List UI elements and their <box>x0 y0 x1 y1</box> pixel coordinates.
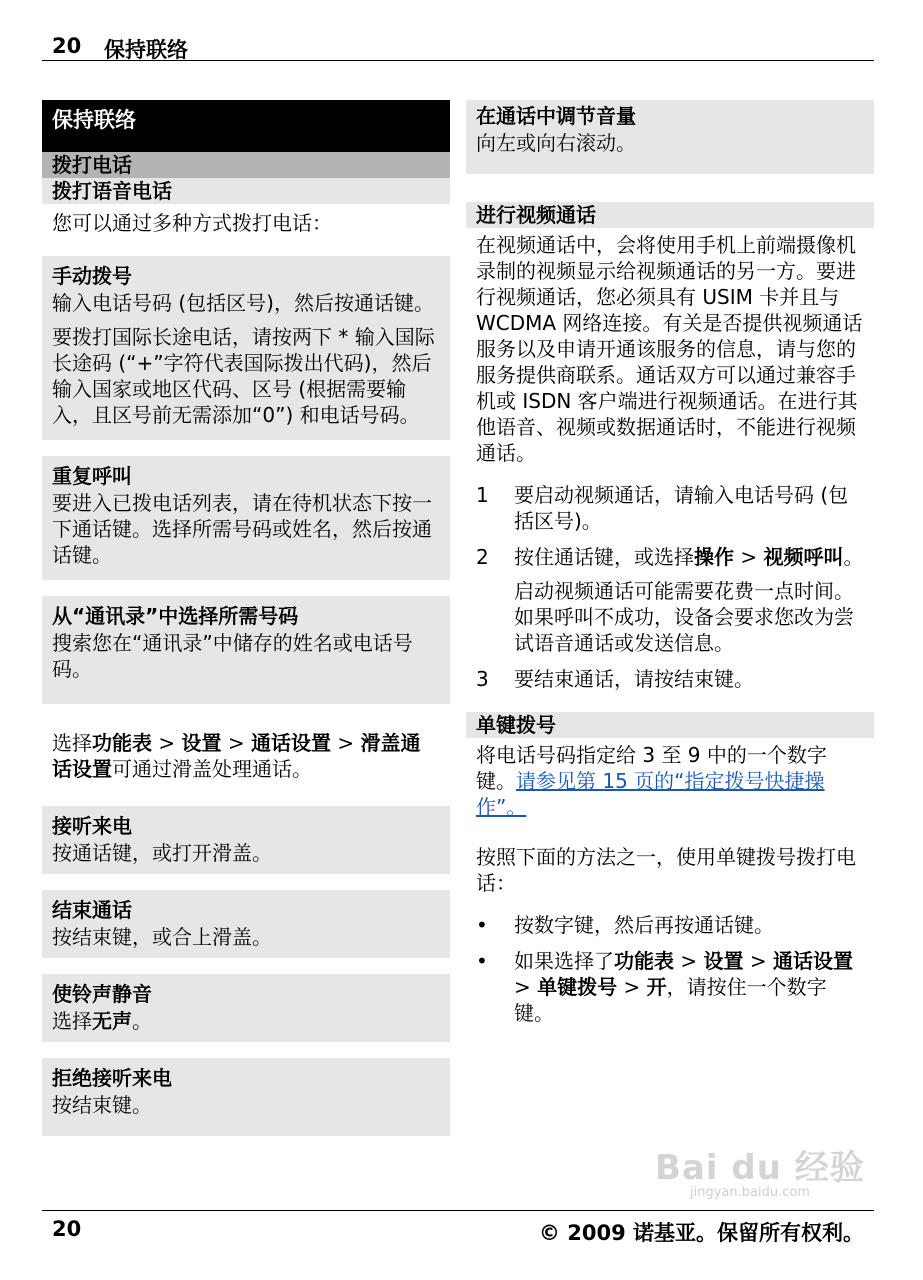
section-title: 保持联络 <box>42 100 450 152</box>
mute-heading: 使铃声静音 <box>52 982 152 1006</box>
bullet-mark: • <box>476 949 488 973</box>
manual-dial-text-1: 输入电话号码 (包括区号)，然后按通话键。 <box>52 291 434 315</box>
slide-call-keyword: 滑盖通话设置 <box>52 731 421 781</box>
bullet-1 <box>476 912 864 938</box>
redial-heading: 重复呼叫 <box>52 464 132 488</box>
speed-dial-text: 将电话号码指定给 3 至 9 中的一个数字键。请参见第 15 页的“指定拨号快捷操作”。 <box>476 743 827 819</box>
reject-box <box>42 1058 450 1136</box>
step-2-number: 2 <box>476 545 489 569</box>
assign-shortcut-link[interactable]: 请参见第 15 页的“指定拨号快捷操作”。 <box>476 769 825 819</box>
reject-heading: 拒绝接听来电 <box>52 1066 172 1090</box>
video-call-keyword: 视频呼叫 <box>763 545 844 569</box>
mute-box <box>42 974 450 1042</box>
video-call-heading: 进行视频通话 <box>466 202 874 228</box>
speed-dial-heading: 单键拨号 <box>466 712 874 738</box>
footer-copyright: © 2009 诺基亚。保留所有权利。 <box>538 1221 864 1245</box>
silent-keyword: 无声 <box>92 1009 132 1033</box>
end-call-heading: 结束通话 <box>52 898 132 922</box>
volume-box <box>466 100 874 174</box>
manual-dial-box <box>42 256 450 440</box>
manual-dial-heading: 手动拨号 <box>52 264 132 288</box>
page-footer <box>42 1210 874 1245</box>
watermark-url: jingyan.baidu.com <box>690 1185 810 1200</box>
step-1-number: 1 <box>476 483 489 507</box>
video-call-text: 在视频通话中，会将使用手机上前端摄像机录制的视频显示给视频通话的另一方。要进行视频通话，您必须具有 USIM 卡并且与 WCDMA 网络连接。有关是否提供视频通话服务以及申请开通该服务的信息，请与您的服务提供商联系。通话双方可以通过兼容手机或 ISDN 客户端进行视频通话。在进行其他语音、视频或数据通话时，不能进行视频通话。 <box>476 233 863 465</box>
voice-call-heading: 拨打语音电话 <box>42 178 450 204</box>
video-call-steps <box>466 482 874 692</box>
right-column <box>466 100 874 1026</box>
page-header <box>42 30 874 61</box>
contacts-heading: 从“通讯录”中选择所需号码 <box>52 604 299 628</box>
footer-page-number: 20 <box>52 1217 82 1241</box>
mute-text: 选择无声。 <box>52 1009 152 1033</box>
slide-setting-text: 选择功能表 > 设置 > 通话设置 > 滑盖通话设置可通过滑盖处理通话。 <box>52 731 421 781</box>
call-settings-keyword: 通话设置 <box>250 731 331 755</box>
manual-dial-text-2: 要拨打国际长途电话，请按两下 * 输入国际长途码 (“+”字符代表国际拨出代码)，然后输入国家或地区代码、区号 (根据需要输入，且区号前无需添加“0”) 和电话号码。 <box>52 325 435 427</box>
redial-box <box>42 456 450 580</box>
end-call-text: 按结束键，或合上滑盖。 <box>52 925 272 949</box>
left-column <box>42 100 450 1152</box>
step-1 <box>476 482 864 534</box>
header-page-number: 20 <box>52 34 82 58</box>
header-title: 保持联络 <box>104 38 188 62</box>
speed-dial-bullets <box>466 912 874 1026</box>
voice-call-text: 您可以通过多种方式拨打电话： <box>52 211 332 235</box>
step-2-note: 启动视频通话可能需要花费一点时间。如果呼叫不成功，设备会要求您改为尝试语音通话或发送信息。 <box>514 579 854 655</box>
contacts-box <box>42 596 450 704</box>
speed-dial-intro: 按照下面的方法之一，使用单键拨号拨打电话： <box>476 845 856 895</box>
redial-text: 要进入已拨电话列表，请在待机状态下按一下通话键。选择所需号码或姓名，然后按通话键。 <box>52 491 432 567</box>
reject-text: 按结束键。 <box>52 1093 152 1117</box>
step-3-text: 要结束通话，请按结束键。 <box>514 667 754 691</box>
bullet-mark: • <box>476 913 488 937</box>
menu-keyword: 功能表 <box>92 731 152 755</box>
end-call-box <box>42 890 450 958</box>
bullet-2: • 如果选择了功能表 > 设置 > 通话设置 > 单键拨号 > 开，请按住一个数字键。 <box>476 949 853 1025</box>
step-3 <box>476 666 864 692</box>
step-3-number: 3 <box>476 667 489 691</box>
bullet-1-text: 按数字键，然后再按通话键。 <box>514 913 774 937</box>
answer-text: 按通话键，或打开滑盖。 <box>52 841 272 865</box>
subsection-title: 拨打电话 <box>42 152 450 178</box>
watermark-logo: Bai du 经验 <box>655 1148 865 1188</box>
step-1-text: 要启动视频通话，请输入电话号码 (包括区号)。 <box>514 483 849 533</box>
volume-heading: 在通话中调节音量 <box>476 104 636 128</box>
step-2: 2 按住通话键，或选择操作 > 视频呼叫。 启动视频通话可能需要花费一点时间。如果呼叫不成功，设备会要求您改为尝试语音通话或发送信息。 <box>476 545 864 655</box>
options-keyword: 操作 <box>694 545 734 569</box>
answer-heading: 接听来电 <box>52 814 132 838</box>
contacts-text: 搜索您在“通讯录”中储存的姓名或电话号码。 <box>52 631 413 681</box>
answer-box <box>42 806 450 874</box>
volume-text: 向左或向右滚动。 <box>476 131 636 155</box>
settings-keyword: 设置 <box>181 731 222 755</box>
